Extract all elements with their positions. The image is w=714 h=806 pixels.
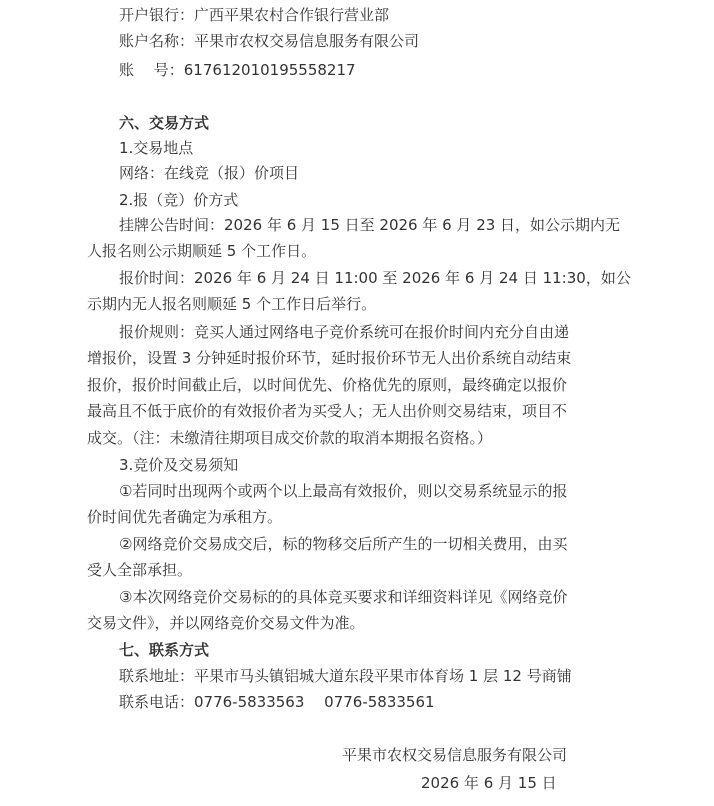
rule-line5: 成交。（注：未缴清往期项目成交价款的取消本期报名资格。） <box>87 429 493 447</box>
contact-address: 联系地址：平果市马头镇铝城大道东段平果市体育场 1 层 12 号商铺 <box>119 667 572 685</box>
quote-time-line1: 报价时间：2026 年 6 月 24 日 11:00 至 2026 年 6 月 24 日 11:30，如公 <box>119 269 631 287</box>
item1-text: 网络：在线竞（报）价项目 <box>119 164 300 182</box>
rule-line2: 增报价，设置 3 分钟延时报价环节，延时报价环节无人出价系统自动结束 <box>87 349 572 367</box>
item2-title: 2.报（竞）价方式 <box>119 191 239 209</box>
signature-org: 平果市农权交易信息服务有限公司 <box>342 746 568 764</box>
note2-line1: ②网络竞价交易成交后，标的物移交后所产生的一切相关费用，由买 <box>119 535 568 553</box>
quote-time-line2: 示期内无人报名则顺延 5 个工作日后举行。 <box>87 295 377 313</box>
account-name-line: 账户名称：平果市农权交易信息服务有限公司 <box>119 32 420 50</box>
note3-line1: ③本次网络竞价交易标的的具体竞买要求和详细资料详见《网络竞价 <box>119 588 568 606</box>
rule-line1: 报价规则：竞买人通过网络电子竞价系统可在报价时间内充分自由递 <box>119 323 570 341</box>
bank-line: 开户银行：广西平果农村合作银行营业部 <box>119 6 390 24</box>
rule-line4: 最高且不低于底价的有效报价者为买受人；无人出价则交易结束，项目不 <box>87 402 568 420</box>
item3-title: 3.竞价及交易须知 <box>119 456 239 474</box>
section6-heading: 六、交易方式 <box>119 114 210 132</box>
section7-heading: 七、联系方式 <box>119 641 210 659</box>
listing-time-line1: 挂牌公告时间：2026 年 6 月 15 日至 2026 年 6 月 23 日，如公示期内无 <box>119 216 621 234</box>
listing-time-line2: 人报名则公示期顺延 5 个工作日。 <box>87 242 317 260</box>
rule-line3: 报价，报价时间截止后，以时间优先、价格优先的原则，最终确定以报价 <box>87 376 568 394</box>
note2-line2: 受人全部承担。 <box>87 561 193 579</box>
note1-line1: ①若同时出现两个或两个以上最高有效报价，则以交易系统显示的报 <box>119 482 568 500</box>
signature-date: 2026 年 6 月 15 日 <box>421 774 557 792</box>
item1-title: 1.交易地点 <box>119 139 194 157</box>
note3-line2: 交易文件》，并以网络竞价交易文件为准。 <box>87 614 365 632</box>
account-number-line: 账 号：617612010195558217 <box>119 61 356 79</box>
contact-phone: 联系电话：0776-5833563 0776-5833561 <box>119 693 435 711</box>
note1-line2: 价时间优先者确定为承租方。 <box>87 508 283 526</box>
